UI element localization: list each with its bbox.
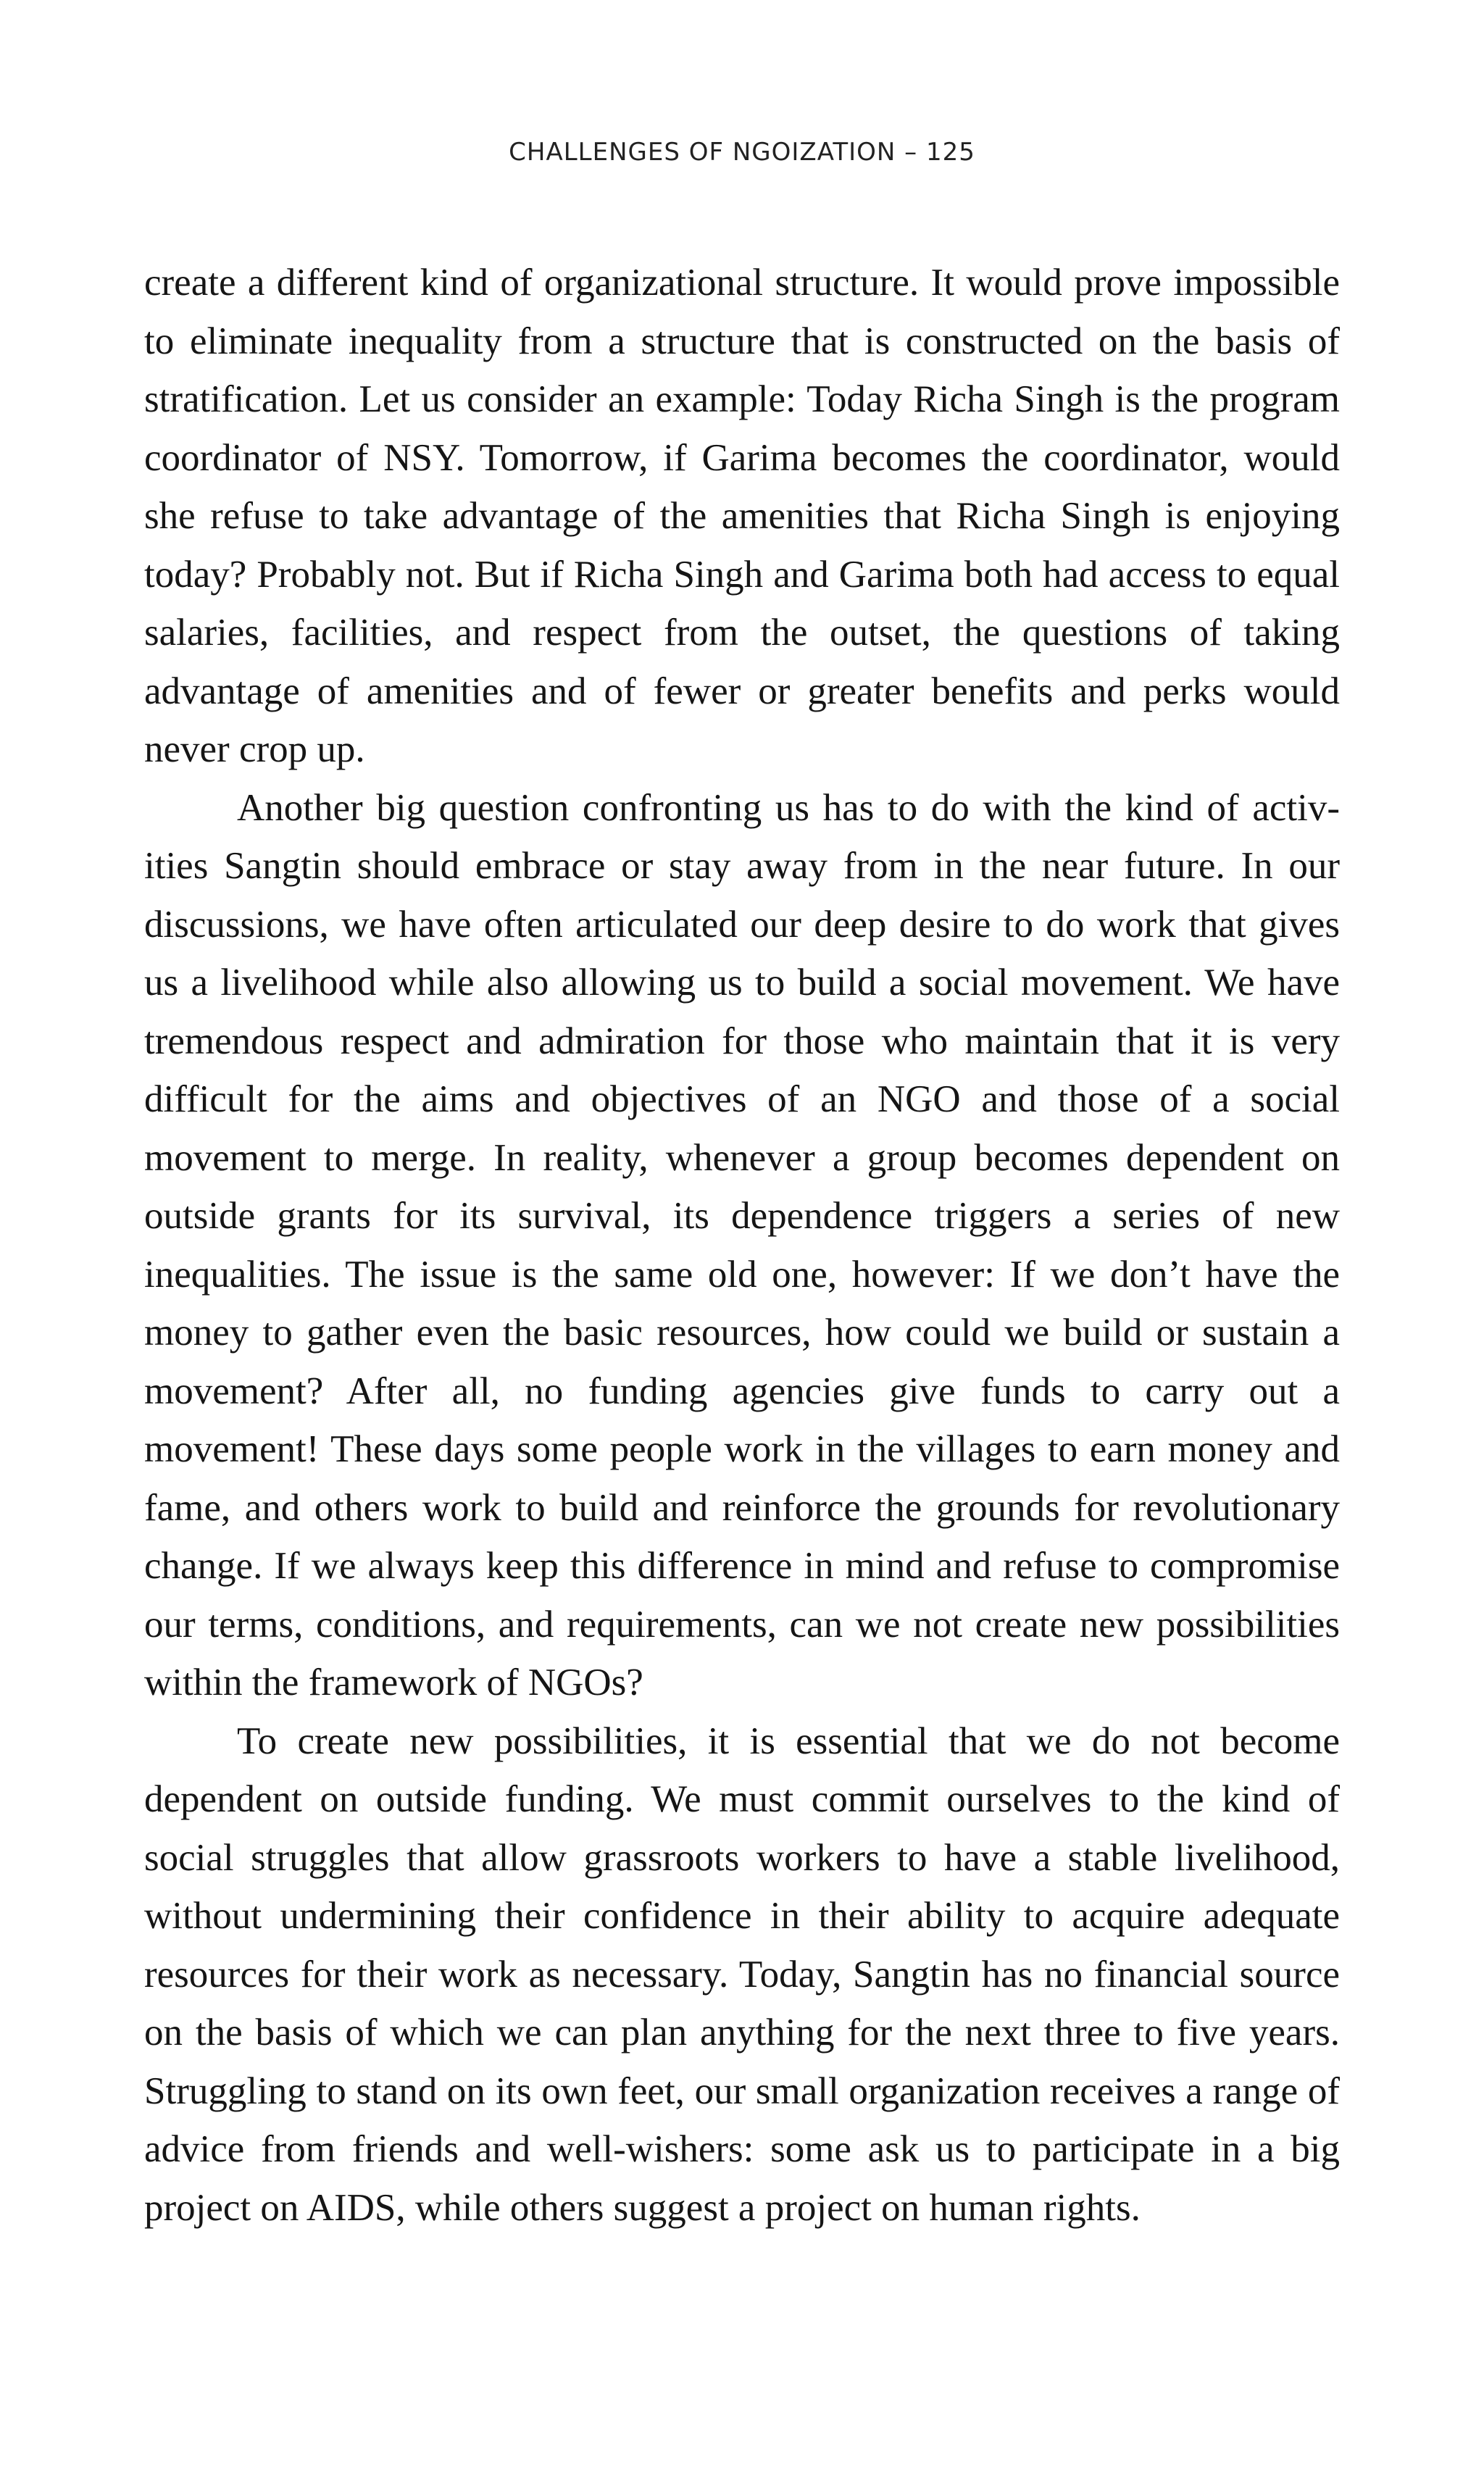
paragraph-continued: create a different kind of organizational structure. It would prove impossible to eliminate inequality from a structure that is constructed on the basis of stratification. Let us consider an example: Today Richa Singh is the program coordinator of NSY. Tomorrow, if Garima becomes the coordinator, would she refuse to take advantage of the amenities that Richa Singh is enjoying today? Probably not. But if Richa Singh and Garima both had access to equal salaries, facilities, and respect from the outset, the questions of taking advantage of amenities and of fewer or greater benefits and perks would never crop up.: [144, 262, 1340, 770]
paragraph-activities-question: Another big question confronting us has to do with the kind of activities Sangtin should embrace or stay away from in the near future. In our discussions, we have often articulated our deep desire to do work that gives us a livelihood while also allowing us to build a social movement. We have tremendous respect and admiration for those who maintain that it is very difficult for the aims and objectives of an NGO and those of a social movement to merge. In reality, whenever a group becomes dependent on outside grants for its survival, its dependence triggers a series of new inequalities. The issue is the same old one, however: If we don’t have the money to gather even the basic resources, how could we build or sustain a movement? After all, no funding agencies give funds to carry out a movement! These days some people work in the villages to earn money and fame, and others work to build and reinforce the grounds for revolutionary change. If we always keep this difference in mind and refuse to compromise our terms, conditions, and requirements, can we not create new possibilities within the framework of NGOs?: [144, 786, 1340, 1704]
body-text: [144, 254, 1340, 2237]
running-head: CHALLENGES OF NGOIZATION – 125: [509, 138, 975, 167]
paragraph-new-possibilities: To create new possibilities, it is essential that we do not become dependent on outside funding. We must commit ourselves to the kind of social struggles that allow grassroots workers to have a stable livelihood, without undermining their confidence in their ability to acquire adequate resources for their work as necessary. Today, Sangtin has no financial source on the basis of which we can plan anything for the next three to five years. Struggling to stand on its own feet, our small organization receives a range of advice from friends and well-wishers: some ask us to participate in a big project on AIDS, while others suggest a project on human rights.: [144, 1719, 1340, 2229]
